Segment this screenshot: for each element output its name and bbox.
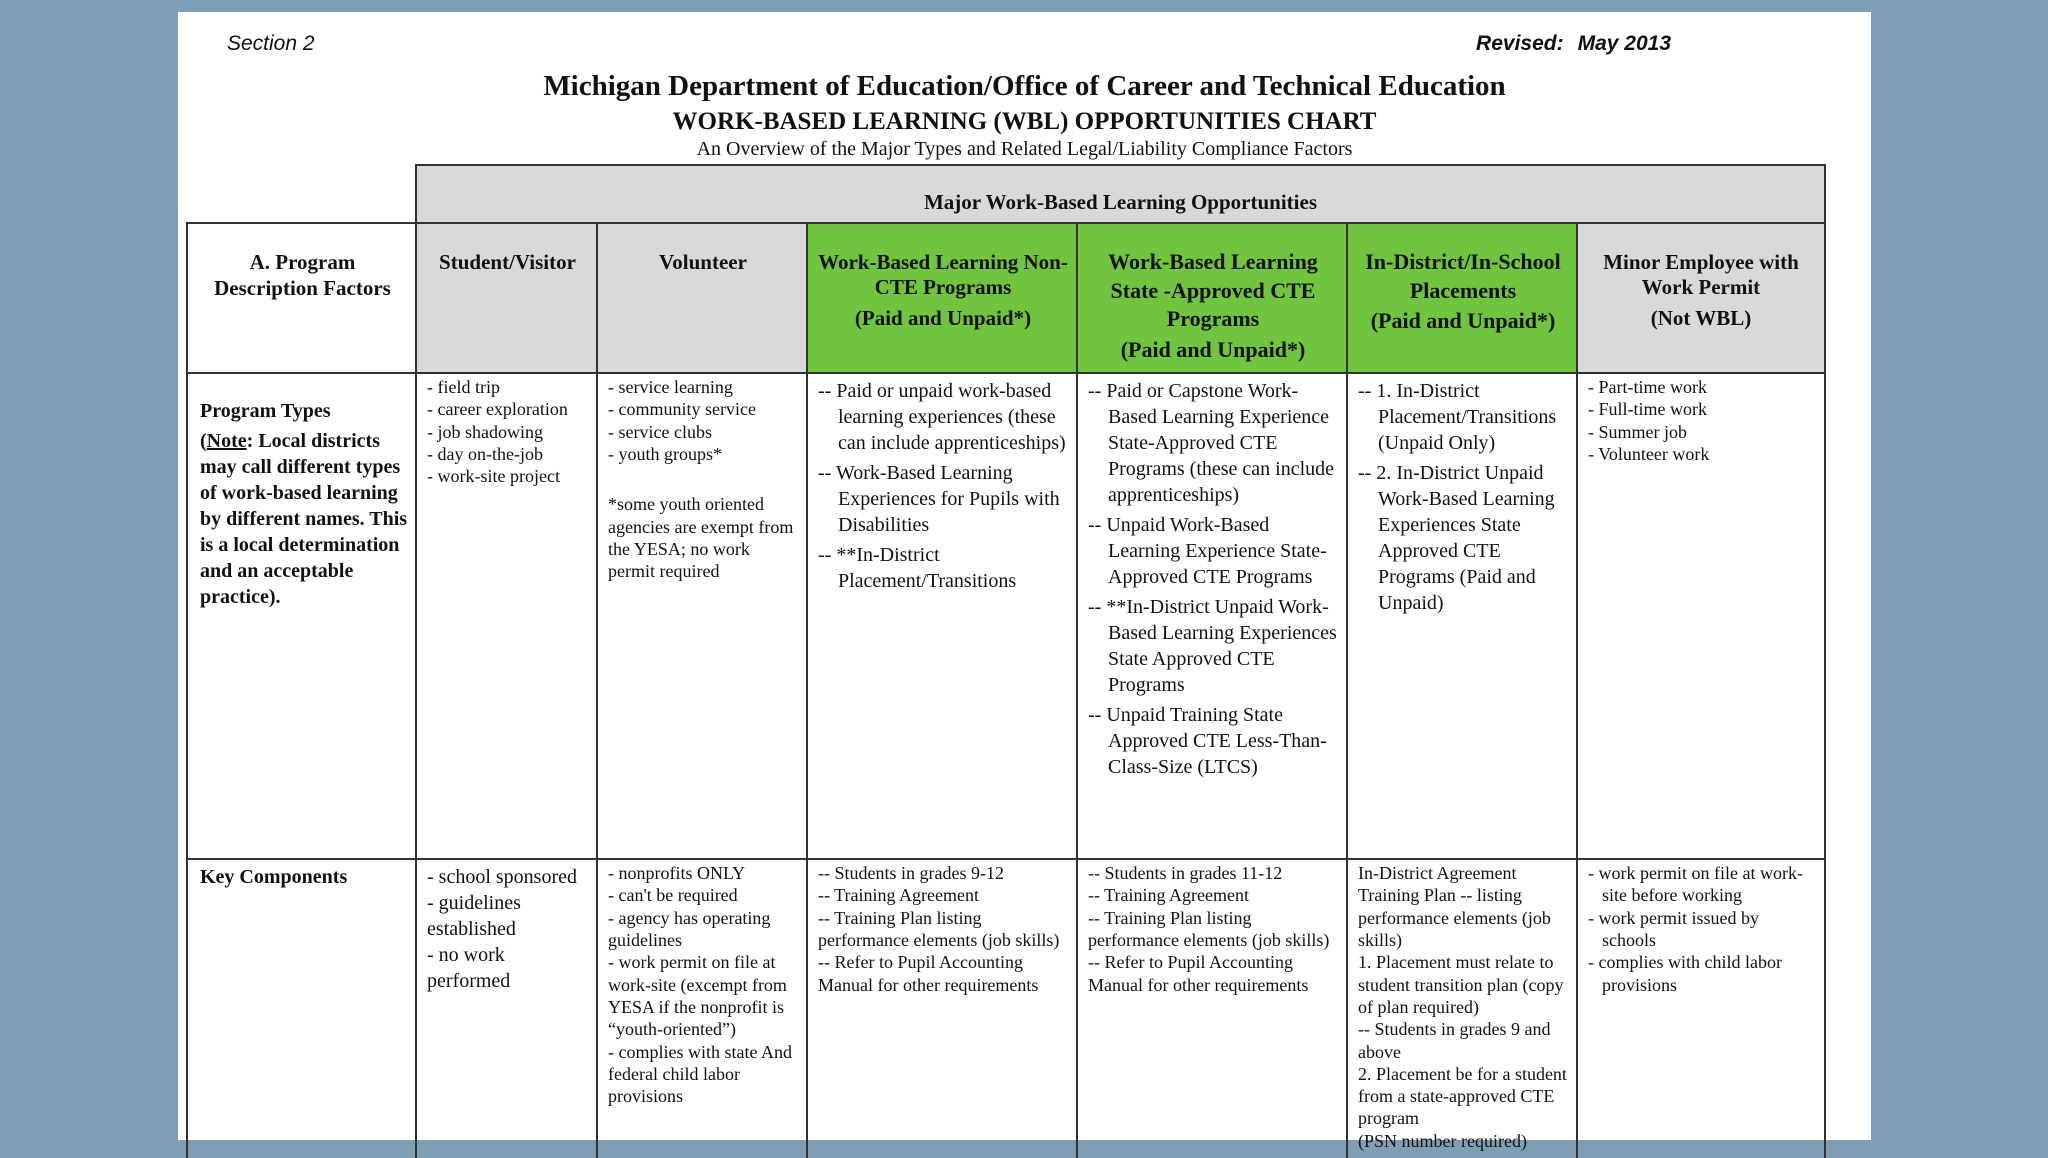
document-title: Michigan Department of Education/Office of Career and Technical Education [543,70,1506,102]
column-header-student-visitor [415,222,598,374]
list-item: - complies with child labor provisions [1588,952,1782,995]
column-title: Work-Based Learning State -Approved CTE Programs [1108,249,1318,332]
column-title: Minor Employee with Work Permit [1603,250,1799,300]
cell-key-components-volunteer [596,858,808,1158]
list-item: - nonprofits ONLY [608,863,746,883]
row-label-program-types [186,372,417,860]
list-item: -- Unpaid Training State Approved CTE Less-Than-Class-Size (LTCS) [1088,704,1327,778]
column-subtitle: (Paid and Unpaid*) [854,306,1032,331]
list-item: - field trip [427,377,500,397]
list-item: - no work performed [427,944,511,992]
column-header-in-district [1346,222,1578,374]
volunteer-footnote: *some youth oriented agencies are exempt from the YESA; no work permit required [608,494,794,582]
list-item: -- Training Plan listing performance elements (job skills) [818,907,1060,950]
document-page [178,12,1871,1151]
list-item: 1. Placement must relate to student transition plan (copy of plan required) [1358,952,1564,1017]
list-item: - youth groups* [608,443,722,464]
list-item: - service clubs [608,421,712,442]
list-item: - guidelines established [427,892,521,940]
list-item: - work permit on file at work-site (excempt from YESA if the nonprofit is “youth-oriented”) [608,952,787,1040]
list-item: -- Students in grades 9-12 [818,863,1004,883]
cell-program-types-wbl-non-cte [806,372,1078,860]
program-types-note: (Note: Local districts may call different types of work-based learning by different names. This is a local determination and an acceptable practice). [200,430,408,608]
document-caption: An Overview of the Major Types and Related Legal/Liability Compliance Factors [696,138,1353,160]
cell-program-types-minor-employee [1576,372,1826,860]
list-item: - complies with state And federal child labor provisions [608,1041,792,1107]
program-factors-header: A. Program Description Factors [186,222,417,374]
column-header-volunteer [596,222,808,374]
column-header-wbl-non-cte [806,222,1078,374]
column-subtitle: (Not WBL) [1650,306,1752,331]
list-item: -- Refer to Pupil Accounting Manual for other requirements [818,952,1039,995]
list-item: -- Paid or unpaid work-based learning experiences (these can include apprenticeships) [818,380,1066,454]
list-item: - agency has operating guidelines [608,907,771,950]
column-header-minor-employee [1576,222,1826,374]
column-subtitle: (Paid and Unpaid*) [1370,308,1556,334]
major-opportunities-header: Major Work-Based Learning Opportunities [415,164,1826,224]
list-item: -- Students in grades 11-12 [1088,863,1283,883]
list-item: - Full-time work [1588,399,1707,420]
list-item: -- 1. In-District Placement/Transitions (Unpaid Only) [1358,380,1557,454]
cell-key-components-wbl-non-cte [806,858,1078,1158]
revised-date: May 2013 [1577,32,1671,55]
list-item: - work permit on file at work-site before working [1588,863,1803,906]
row-label-key-components: Key Components [186,858,417,1158]
column-title: Volunteer [659,250,747,274]
list-item: In-District Agreement [1358,863,1517,883]
revised-stamp [1476,32,1671,56]
list-item: -- Unpaid Work-Based Learning Experience State-Approved CTE Programs [1088,514,1327,588]
cell-key-components-in-district [1346,858,1578,1158]
list-item: - Summer job [1588,421,1687,442]
list-item: -- Work-Based Learning Experiences for Pupils with Disabilities [818,462,1060,536]
list-item: - work permit issued by schools [1588,907,1759,950]
list-item: -- Refer to Pupil Accounting Manual for other requirements [1088,952,1309,995]
cell-key-components-wbl-cte [1076,858,1348,1158]
list-item: - work-site project [427,466,560,487]
column-title: In-District/In-School Placements [1365,249,1561,303]
list-item: - community service [608,399,756,420]
list-item: -- **In-District Unpaid Work-Based Learning Experiences State Approved CTE Programs [1088,596,1337,696]
cell-key-components-minor-employee [1576,858,1826,1158]
wbl-chart-table [186,164,1826,1154]
list-item: - career exploration [427,399,568,420]
list-item: - job shadowing [427,421,543,442]
list-item: -- **In-District Placement/Transitions [818,544,1017,592]
column-title: Work-Based Learning Non-CTE Programs [818,250,1068,300]
list-item: -- Training Plan listing performance elements (job skills) [1088,907,1330,950]
list-item: (PSN number required) [1358,1130,1527,1151]
list-item: - Volunteer work [1588,443,1710,464]
list-item: - day on-the-job [427,443,543,464]
list-item: -- 2. In-District Unpaid Work-Based Learning Experiences State Approved CTE Programs (Paid and Unpaid) [1358,462,1555,614]
section-label: Section 2 [227,32,315,55]
list-item: Training Plan -- listing performance elements (job skills) [1358,885,1551,950]
list-item: - Part-time work [1588,377,1707,397]
cell-program-types-in-district [1346,372,1578,860]
list-item: 2. Placement be for a student from a state-approved CTE program [1358,1063,1567,1129]
cell-key-components-student-visitor [415,858,598,1158]
cell-program-types-student-visitor [415,372,598,860]
column-subtitle: (Paid and Unpaid*) [1120,336,1306,362]
revised-label: Revised: [1476,32,1564,55]
list-item: - service learning [608,377,733,397]
list-item: -- Training Agreement [1088,885,1249,906]
list-item: - school sponsored [427,866,577,888]
column-title: Student/Visitor [439,250,576,274]
list-item: -- Students in grades 9 and above [1358,1019,1551,1062]
document-subtitle: WORK-BASED LEARNING (WBL) OPPORTUNITIES CHART [672,108,1377,135]
list-item: - can't be required [608,885,738,906]
list-item: -- Paid or Capstone Work-Based Learning Experience State-Approved CTE Programs (these can include apprenticeships) [1088,380,1335,506]
cell-program-types-volunteer [596,372,808,860]
program-types-label: Program Types [200,400,331,422]
column-header-wbl-cte [1076,222,1348,374]
list-item: -- Training Agreement [818,885,979,906]
cell-program-types-wbl-cte [1076,372,1348,860]
